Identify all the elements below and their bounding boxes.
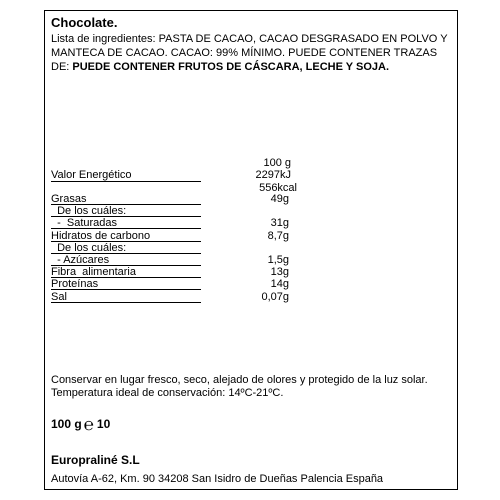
net-weight-value: 100 g [51,417,82,431]
nutrition-row-label: Fibra alimentaria [51,266,136,279]
company-name: Europraliné S.L [51,453,140,467]
nutrition-row-value: 49g [270,193,289,205]
nutrition-row-value: 8,7g [267,229,289,242]
ingredients-list [51,32,451,74]
table-rule [51,289,201,290]
product-name: Chocolate. [51,15,118,30]
nutrition-row-label: Grasas [51,193,87,205]
energy-kcal-value: 556kcal [259,182,297,194]
nutrition-row-value: 14g [270,278,289,291]
nutrition-header: 100 g [263,157,291,169]
company-address: Autovía A-62, Km. 90 34208 San Isidro de Dueñas Palencia España [51,473,384,485]
table-rule [51,181,201,182]
nutrition-row-label: - Azúcares [51,254,110,266]
nutrition-label-panel [44,10,458,490]
allergens-text: PUEDE CONTENER FRUTOS DE CÁSCARA, LECHE Y SOJA. [72,61,390,73]
ingredients-text: Lista de ingredientes: PASTA DE CACAO, CACAO DESGRASADO EN POLVO Y MANTECA DE CACAO. CACAO: 99% MÍNIMO. PUEDE CONTENER TRAZAS DE: [51,33,448,73]
nutrition-row-label: Proteínas [51,278,99,291]
storage-line-2: Temperatura ideal de conservación: 14ºC-21ºC. [51,387,284,399]
estimated-e-mark-icon: ℮ [83,415,94,434]
nutrition-row-label: De los cuáles: [51,205,127,218]
nutrition-row-value: 0,07g [261,290,289,303]
storage-line-1: Conservar en lugar fresco, seco, alejado de olores y protegido de la luz solar. [51,374,428,386]
nutrition-row-value: 31g [270,217,289,230]
net-count: 10 [96,417,111,431]
nutrition-row-label: Sal [51,290,67,303]
table-rule [51,302,201,303]
nutrition-row-value: 13g [270,266,289,279]
nutrition-row-value: 1,5g [267,254,289,266]
energy-label: Valor Energético [51,169,132,181]
nutrition-row-label: - Saturadas [51,217,118,230]
nutrition-row-label: De los cuáles: [51,241,127,254]
net-weight [51,415,110,435]
energy-kj-value: 2297kJ [255,169,291,181]
nutrition-row-label: Hidratos de carbono [51,229,151,242]
